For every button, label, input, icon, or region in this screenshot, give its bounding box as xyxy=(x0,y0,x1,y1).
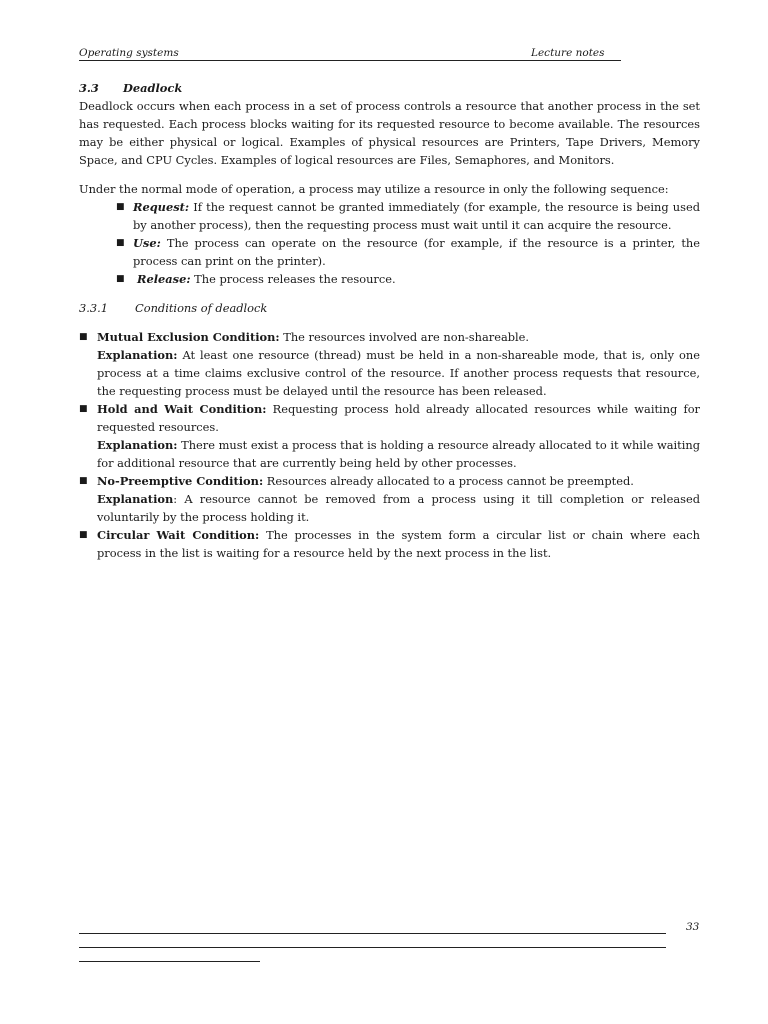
explanation-text: At least one resource (thread) must be held in a non-shareable mode, that is, only one process at a time claims exclusive control of the resource. If another process requests that resource, the requesting process must be delayed until the resource has been released. xyxy=(97,348,700,398)
condition-text: Requesting process hold already allocated resources while waiting for requested resources. xyxy=(97,402,701,434)
subsection-title: Conditions of deadlock xyxy=(135,301,268,315)
intro-paragraph: Deadlock occurs when each process in a set of process controls a resource that another process in the set has requested. Each process blocks waiting for its requested resource to become available. The resources may be either physical or logical. Examples of physical resources are Printers, Tape Drivers, Memory Space, and CPU Cycles. Examples of logical resources are Files, Semaphores, and Monitors. xyxy=(79,99,700,167)
condition-text: The resources involved are non-shareable. xyxy=(283,330,530,344)
list-item xyxy=(79,472,700,526)
list-item xyxy=(79,328,700,400)
condition-term: Hold and Wait Condition: xyxy=(97,402,267,416)
explanation-text: : A resource cannot be removed from a process using it till completion or released voluntarily by the process holding it. xyxy=(97,492,700,524)
sequence-term: Release: xyxy=(137,272,191,286)
main-content xyxy=(79,79,700,562)
list-item xyxy=(79,270,700,288)
footer-rule-top xyxy=(79,933,666,934)
condition-term: Circular Wait Condition: xyxy=(97,528,260,542)
bullet-icon: ■ xyxy=(79,530,88,540)
sequence-intro-paragraph: Under the normal mode of operation, a process may utilize a resource in only the following sequence: xyxy=(79,182,669,196)
bullet-icon: ■ xyxy=(79,404,88,414)
page-number: 33 xyxy=(686,921,700,933)
header-doc-type: Lecture notes xyxy=(531,47,605,59)
explanation-text: There must exist a process that is holding a resource already allocated to it while waiting for additional resource that are currently being held by other processes. xyxy=(97,438,700,470)
condition-term: Mutual Exclusion Condition: xyxy=(97,330,280,344)
list-item xyxy=(79,526,700,562)
explanation-label: Explanation: xyxy=(97,438,178,452)
list-item xyxy=(79,198,700,234)
section-number: 3.3 xyxy=(79,81,99,95)
header-course-title: Operating systems xyxy=(79,47,179,59)
sequence-term: Request: xyxy=(133,200,190,214)
bullet-icon: ■ xyxy=(79,476,88,486)
bullet-icon: ■ xyxy=(116,202,125,212)
running-header xyxy=(79,46,621,61)
section-title: Deadlock xyxy=(123,81,183,95)
list-item xyxy=(79,400,700,472)
list-item xyxy=(79,234,700,270)
explanation-label: Explanation: xyxy=(97,348,178,362)
deadlock-conditions-list xyxy=(79,328,700,562)
sequence-text: The process can operate on the resource (for example, if the resource is a printer, the process can print on the printer). xyxy=(133,236,700,268)
bullet-icon: ■ xyxy=(79,332,88,342)
sequence-text: The process releases the resource. xyxy=(194,272,396,286)
condition-text: The processes in the system form a circular list or chain where each process in the list is waiting for a resource held by the next process in the list. xyxy=(97,528,700,560)
section-heading xyxy=(79,79,700,97)
bullet-icon: ■ xyxy=(116,274,125,284)
condition-text: Resources already allocated to a process cannot be preempted. xyxy=(266,474,634,488)
subsection-heading xyxy=(79,299,700,317)
condition-term: No-Preemptive Condition: xyxy=(97,474,264,488)
footer-rule-middle xyxy=(79,947,666,948)
sequence-term: Use: xyxy=(133,236,161,250)
explanation-label: Explanation xyxy=(97,492,174,506)
sequence-text: If the request cannot be granted immediately (for example, the resource is being used by another process), then the requesting process must wait until it can acquire the resource. xyxy=(133,200,701,232)
resource-sequence-list xyxy=(79,198,700,288)
bullet-icon: ■ xyxy=(116,238,125,248)
footer-rule-short xyxy=(79,961,260,962)
subsection-number: 3.3.1 xyxy=(79,301,108,315)
